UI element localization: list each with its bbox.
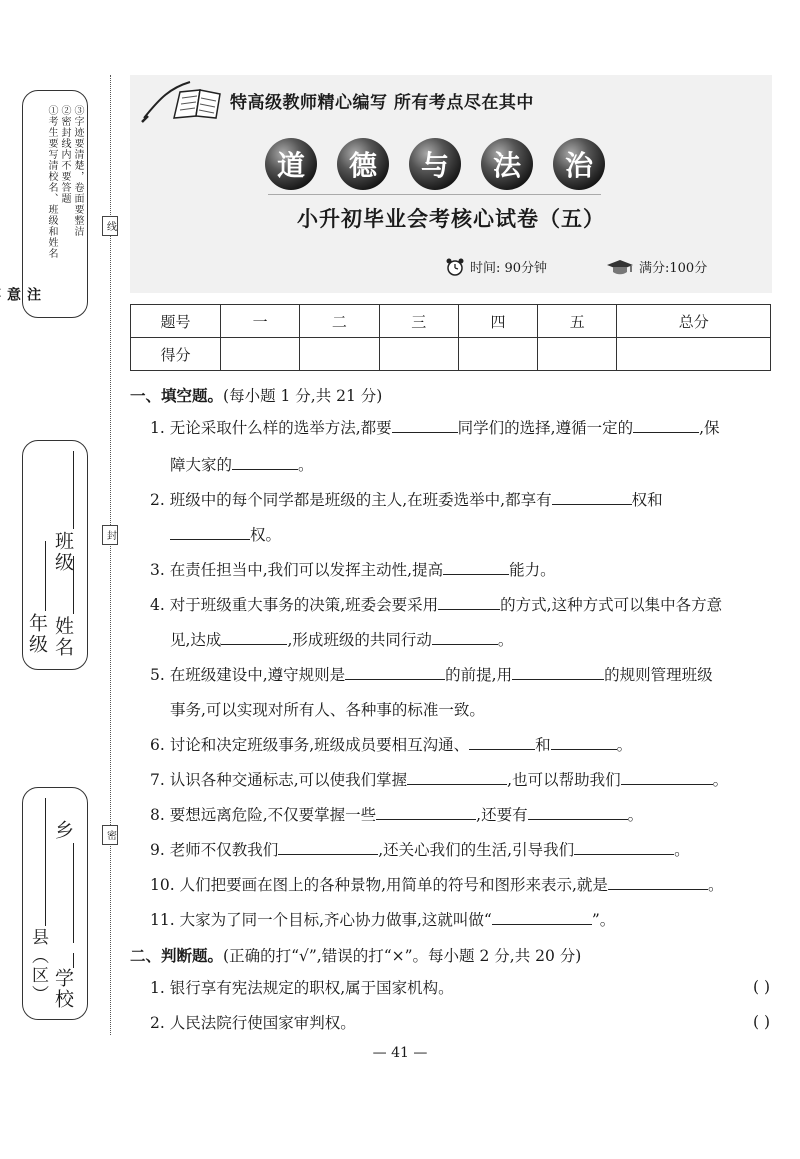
table-header: 题号 — [131, 305, 221, 338]
table-header: 五 — [538, 305, 617, 338]
question-text: ,也可以帮助我们 — [507, 771, 621, 789]
page-number: — 41 — — [372, 1045, 428, 1061]
question-2-cont — [170, 525, 770, 545]
note-line: ③字迹要清楚，卷面要整洁 — [72, 105, 83, 237]
answer-blank[interactable] — [443, 560, 509, 575]
answer-blank[interactable] — [278, 840, 378, 855]
answer-blank[interactable] — [492, 910, 592, 925]
school-label: 学校 — [52, 968, 74, 1010]
question-4-cont — [170, 630, 770, 650]
answer-blank[interactable] — [407, 770, 507, 785]
county-label: 县（区） — [28, 928, 48, 1004]
question-text: 7. 认识各种交通标志,可以使我们掌握 — [150, 771, 408, 789]
notes-title: 注意 — [5, 287, 41, 305]
question-text: 2. 人民法院行使国家审判权。 — [150, 1014, 356, 1032]
question-text: 。 — [712, 771, 729, 789]
answer-blank[interactable] — [608, 875, 708, 890]
note-line: ②密封线内不要答题 — [59, 105, 70, 204]
table-header: 一 — [221, 305, 300, 338]
question-2 — [150, 490, 772, 510]
question-text: 权。 — [250, 526, 282, 544]
clock-icon — [444, 258, 466, 276]
question-text: 的前提,用 — [445, 666, 513, 684]
name-label: 姓名 — [52, 616, 74, 658]
answer-blank[interactable] — [512, 665, 604, 680]
answer-blank[interactable] — [392, 418, 458, 433]
time-text: 时间: 90分钟 — [470, 261, 548, 276]
section-title: 二、判断题。 — [130, 947, 224, 965]
table-header: 总分 — [617, 305, 771, 338]
question-text: 5. 在班级建设中,遵守规则是 — [150, 666, 346, 684]
answer-blank[interactable] — [621, 770, 713, 785]
question-text: 见,达成 — [170, 631, 222, 649]
book-pen-icon — [140, 78, 226, 124]
question-text: 。 — [298, 456, 314, 474]
cut-mark: 线 — [102, 216, 118, 236]
answer-blank[interactable] — [376, 805, 476, 820]
question-3 — [150, 560, 772, 580]
question-text: 同学们的选择,遵循一定的 — [457, 419, 634, 437]
question-text: 1. 银行享有宪法规定的职权,属于国家机构。 — [150, 979, 454, 997]
question-text: ”。 — [591, 911, 616, 929]
table-header: 三 — [379, 305, 458, 338]
score-cell[interactable] — [538, 338, 617, 371]
score-info — [605, 257, 707, 276]
question-5 — [150, 665, 772, 685]
grade-label: 年级 — [26, 613, 48, 655]
question-text: 11. 大家为了同一个目标,齐心协力做事,这就叫做“ — [150, 911, 492, 929]
question-10 — [150, 875, 772, 895]
answer-blank[interactable] — [528, 805, 628, 820]
school-field[interactable] — [73, 953, 74, 968]
question-text: ,形成班级的共同行动 — [287, 631, 432, 649]
question-text: 10. 人们把要画在图上的各种景物,用简单的符号和图形来表示,就是 — [150, 876, 608, 894]
answer-blank[interactable] — [432, 630, 498, 645]
question-text: 3. 在责任担当中,我们可以发挥主动性,提高 — [150, 561, 444, 579]
answer-blank[interactable] — [345, 665, 445, 680]
title-divider — [268, 194, 601, 195]
question-text: ,保 — [699, 419, 720, 437]
question-text: 的规则管理班级 — [604, 666, 713, 684]
answer-blank[interactable] — [552, 490, 632, 505]
subject-title — [265, 138, 605, 190]
question-1 — [150, 418, 772, 438]
subject-char: 德 — [337, 138, 389, 190]
township-field[interactable] — [73, 843, 74, 943]
question-8 — [150, 805, 772, 825]
score-table — [130, 304, 771, 371]
score-cell[interactable] — [221, 338, 300, 371]
school-info-box — [22, 787, 88, 1020]
county-field[interactable] — [45, 798, 46, 926]
question-text: 。 — [707, 876, 724, 894]
cut-mark: 封 — [102, 525, 118, 545]
subject-char: 道 — [265, 138, 317, 190]
section-2-heading — [130, 944, 581, 966]
question-11 — [150, 910, 772, 930]
question-text: 权和 — [631, 491, 663, 509]
answer-blank[interactable] — [221, 630, 287, 645]
question-text: 9. 老师不仅教我们 — [150, 841, 279, 859]
section-note: (每小题 1 分,共 21 分) — [223, 387, 383, 405]
class-info-box — [22, 440, 88, 670]
question-text: 的方式,这种方式可以集中各方意 — [500, 596, 723, 614]
notes-box — [5, 90, 88, 318]
question-text: 8. 要想远离危险,不仅要掌握一些 — [150, 806, 377, 824]
section-1-heading — [130, 384, 382, 406]
judge-question-1 — [150, 978, 772, 998]
class-field[interactable] — [73, 451, 74, 529]
question-text: 事务,可以实现对所有人、各种事的标准一致。 — [170, 701, 485, 719]
graduation-cap-icon — [605, 258, 635, 276]
cut-mark: 密 — [102, 825, 118, 845]
class-label: 班级 — [52, 531, 74, 573]
answer-blank[interactable] — [551, 735, 617, 750]
question-text: 。 — [674, 841, 690, 859]
time-info — [444, 257, 547, 276]
question-text: 。 — [627, 806, 644, 824]
subject-char: 法 — [481, 138, 533, 190]
answer-blank[interactable] — [469, 735, 535, 750]
note-line: ①考生要写清校名、班级和姓名 — [46, 105, 57, 259]
full-score-text: 满分:100分 — [639, 261, 708, 276]
question-text: 障大家的 — [170, 456, 233, 474]
table-row — [131, 305, 771, 338]
row-label: 得分 — [131, 338, 221, 371]
subject-char: 与 — [409, 138, 461, 190]
answer-blank[interactable] — [574, 840, 674, 855]
slogan: 特高级教师精心编写 所有考点尽在其中 — [230, 93, 534, 113]
question-text: 4. 对于班级重大事务的决策,班委会要采用 — [150, 596, 439, 614]
question-4 — [150, 595, 772, 615]
answer-blank[interactable] — [633, 418, 699, 433]
question-text: 2. 班级中的每个同学都是班级的主人,在班委选举中,都享有 — [150, 491, 552, 509]
question-text: ,还关心我们的生活,引导我们 — [378, 841, 575, 859]
score-cell[interactable] — [458, 338, 537, 371]
score-cell[interactable] — [300, 338, 379, 371]
judge-question-2 — [150, 1013, 772, 1033]
township-label: 乡 — [52, 820, 74, 841]
subject-char: 治 — [553, 138, 605, 190]
name-field[interactable] — [73, 556, 74, 614]
section-note: (正确的打“√”,错误的打“×”。每小题 2 分,共 20 分) — [223, 947, 582, 965]
answer-paren[interactable]: ( ) — [752, 1013, 770, 1031]
paper-title: 小升初毕业会考核心试卷（五） — [297, 207, 605, 231]
question-text: ,还要有 — [476, 806, 528, 824]
question-9 — [150, 840, 772, 860]
answer-blank[interactable] — [438, 595, 500, 610]
answer-blank[interactable] — [170, 525, 250, 540]
question-5-cont — [170, 700, 770, 720]
score-cell[interactable] — [379, 338, 458, 371]
question-text: 和 — [535, 736, 551, 754]
question-6 — [150, 735, 772, 755]
question-text: 1. 无论采取什么样的选举方法,都要 — [150, 419, 392, 437]
question-text: 6. 讨论和决定班级事务,班级成员要相互沟通、 — [150, 736, 470, 754]
question-7 — [150, 770, 772, 790]
question-text: 能力。 — [509, 561, 556, 579]
question-text: 。 — [616, 736, 633, 754]
table-header: 二 — [300, 305, 379, 338]
table-row — [131, 338, 771, 371]
question-text: 。 — [497, 631, 514, 649]
answer-blank[interactable] — [232, 455, 298, 470]
answer-paren[interactable]: ( ) — [752, 978, 770, 996]
section-title: 一、填空题。 — [130, 387, 224, 405]
score-cell[interactable] — [617, 338, 771, 371]
grade-field[interactable] — [45, 541, 46, 611]
question-1-cont — [170, 455, 770, 475]
table-header: 四 — [458, 305, 537, 338]
